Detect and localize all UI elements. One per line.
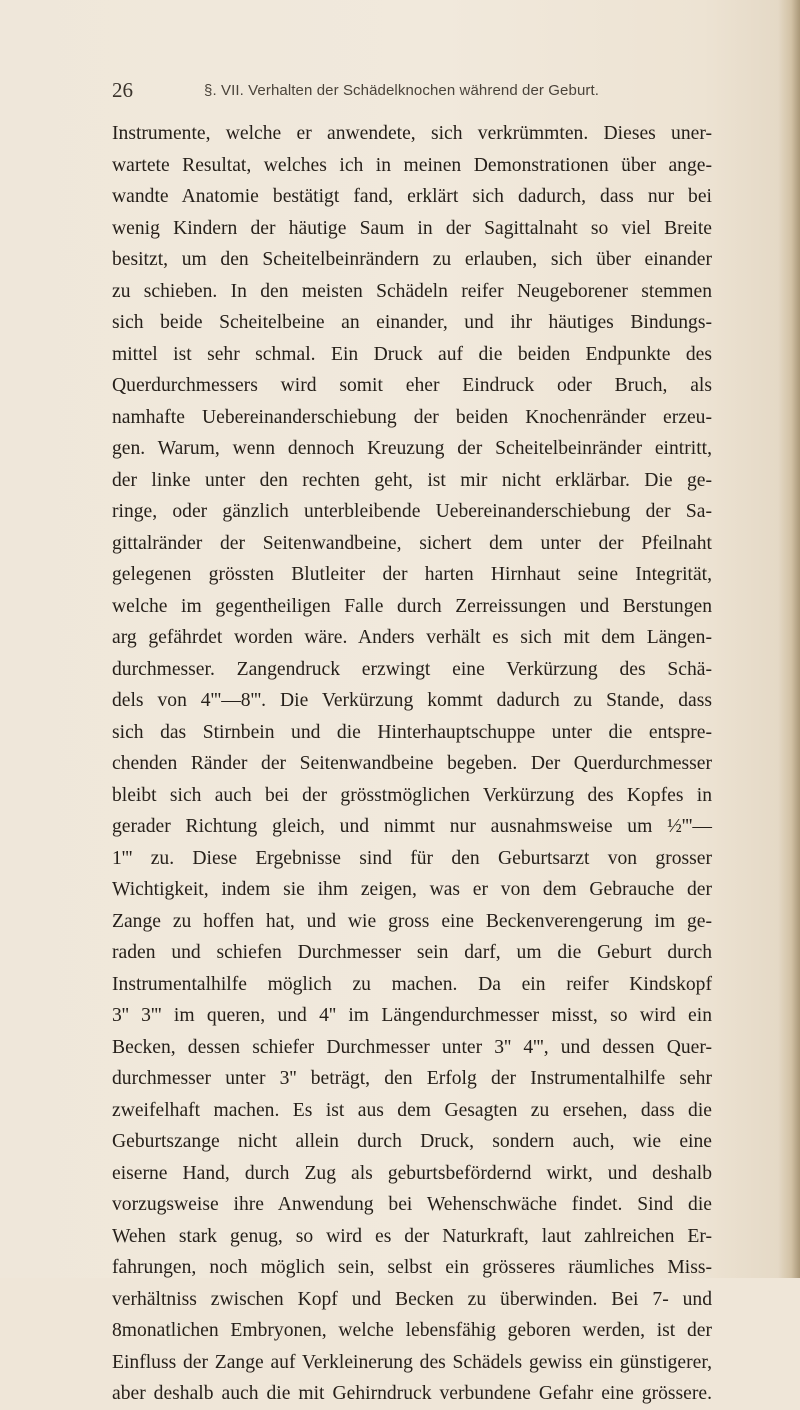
page-number: 26 [112, 78, 133, 102]
text-line: bleibt sich auch bei der grösstmöglichen Verkürzung des Kopfes in [112, 784, 712, 806]
page-edge-shadow [778, 0, 800, 1278]
text-line: Instrumente, welche er anwendete, sich verkrümmten. Dieses uner- [112, 123, 712, 144]
text-line: gen. Warum, wenn dennoch Kreuzung der Scheitelbeinränder eintritt, [112, 438, 712, 459]
text-line: Querdurchmessers wird somit eher Eindruck oder Bruch, als [112, 375, 712, 396]
text-line: arg gefährdet worden wäre. Anders verhält es sich mit dem Längen- [112, 627, 712, 648]
text-line: fahrungen, noch möglich sein, selbst ein grösseres räumliches Miss- [112, 1257, 712, 1278]
text-line: verhältniss zwischen Kopf und Becken zu überwinden. Bei 7- und [112, 1288, 712, 1310]
text-line: 1''' zu. Diese Ergebnisse sind für den Geburtsarzt von grosser [112, 847, 712, 869]
text-line: gittalränder der Seitenwandbeine, sichert dem unter der Pfeilnaht [112, 532, 712, 554]
text-line: eiserne Hand, durch Zug als geburtsbefördernd wirkt, und deshalb [112, 1162, 712, 1184]
text-line: gelegenen grössten Blutleiter der harten Hirnhaut seine Integrität, [112, 564, 712, 585]
text-line: zweifelhaft machen. Es ist aus dem Gesagten zu ersehen, dass die [112, 1099, 712, 1121]
text-line: wandte Anatomie bestätigt fand, erklärt sich dadurch, dass nur bei [112, 186, 712, 207]
text-line: mittel ist sehr schmal. Ein Druck auf die beiden Endpunkte des [112, 343, 712, 365]
text-line: zu schieben. In den meisten Schädeln reifer Neugeborener stemmen [112, 280, 712, 302]
text-line: Instrumentalhilfe möglich zu machen. Da ein reifer Kindskopf [112, 973, 712, 995]
text-line: namhafte Uebereinanderschiebung der beiden Knochenränder erzeu- [112, 406, 712, 428]
text-line: dels von 4'''—8'''. Die Verkürzung kommt dadurch zu Stande, dass [112, 690, 712, 711]
text-line-last: aber deshalb auch die mit Gehirndruck verbundene Gefahr eine grössere. [112, 1383, 712, 1404]
text-line: sich beide Scheitelbeine an einander, und ihr häutiges Bindungs- [112, 312, 712, 333]
text-line: Becken, dessen schiefer Durchmesser unter 3'' 4''', und dessen Quer- [112, 1036, 712, 1058]
text-line: der linke unter den rechten geht, ist mir nicht erklärbar. Die ge- [112, 469, 712, 491]
text-line: vorzugsweise ihre Anwendung bei Wehenschwäche findet. Sind die [112, 1194, 712, 1215]
text-line: ringe, oder gänzlich unterbleibende Uebereinanderschiebung der Sa- [112, 501, 712, 522]
running-head: §. VII. Verhalten der Schädelknochen während der Geburt. [204, 82, 600, 99]
text-line: Zange zu hoffen hat, und wie gross eine Beckenverengerung im ge- [112, 910, 712, 932]
text-line: wartete Resultat, welches ich in meinen Demonstrationen über ange- [112, 154, 712, 176]
text-line: wenig Kindern der häutige Saum in der Sagittalnaht so viel Breite [112, 217, 712, 239]
text-line: durchmesser unter 3'' beträgt, den Erfolg der Instrumentalhilfe sehr [112, 1068, 712, 1089]
text-line: raden und schiefen Durchmesser sein darf, um die Geburt durch [112, 942, 712, 963]
text-line: Einfluss der Zange auf Verkleinerung des Schädels gewiss ein günstigerer, [112, 1351, 712, 1373]
text-line: Wehen stark genug, so wird es der Naturkraft, laut zahlreichen Er- [112, 1225, 712, 1247]
text-line: 3'' 3''' im queren, und 4'' im Längendurchmesser misst, so wird ein [112, 1005, 712, 1026]
text-line: chenden Ränder der Seitenwandbeine begeben. Der Querdurchmesser [112, 753, 712, 774]
page-header [112, 78, 712, 114]
body-text [112, 118, 712, 1410]
text-line: Wichtigkeit, indem sie ihm zeigen, was er von dem Gebrauche der [112, 879, 712, 900]
text-line: 8monatlichen Embryonen, welche lebensfähig geboren werden, ist der [112, 1320, 712, 1341]
text-line: Geburtszange nicht allein durch Druck, sondern auch, wie eine [112, 1131, 712, 1152]
text-line: sich das Stirnbein und die Hinterhauptschuppe unter die entspre- [112, 721, 712, 743]
text-line: besitzt, um den Scheitelbeinrändern zu erlauben, sich über einander [112, 249, 712, 270]
text-line: gerader Richtung gleich, und nimmt nur ausnahmsweise um ½'''— [112, 816, 712, 837]
text-line: durchmesser. Zangendruck erzwingt eine Verkürzung des Schä- [112, 658, 712, 680]
text-line: welche im gegentheiligen Falle durch Zerreissungen und Berstungen [112, 595, 712, 617]
